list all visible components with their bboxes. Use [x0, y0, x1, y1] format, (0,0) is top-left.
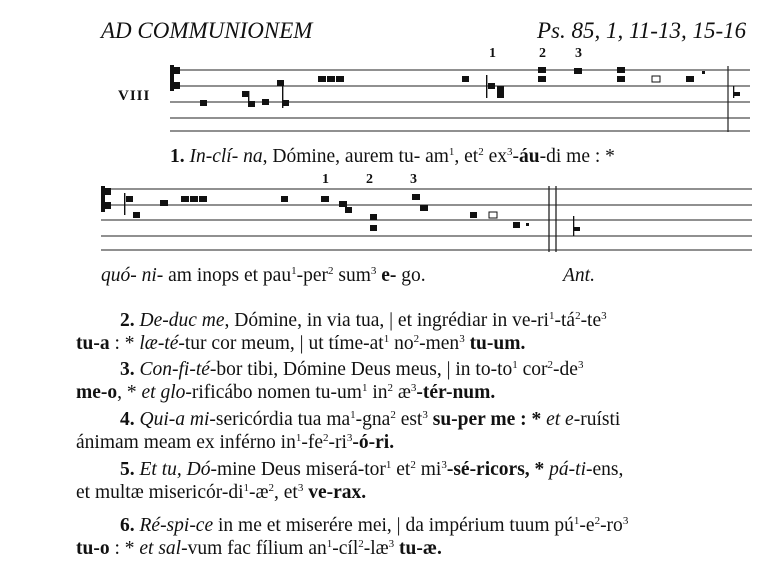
antiphon-marker: Ant. [563, 265, 595, 286]
staff2-mark-1: 1 [322, 172, 329, 187]
verse-2: 2. De-duc me, Dómine, in via tua, | et ingrédiar in $ve-ri^1-tá^2-te^3$ tu-a : * læ-té-tur cor meum, | ut tíme-$at^1$ $no^2-men^3$ tu-um. [76, 310, 607, 354]
psalm-reference: Ps. 85, 1, 11-13, 15-16 [537, 18, 747, 43]
staff1-c-clef [170, 65, 180, 91]
staff1-mark-2: 2 [539, 46, 546, 61]
verse-3: 3. Con-fi-té-bor tibi, Dómine Deus meus, | in $to-to^1$ $cor^2-de^3$ me-o, * et glo-rificábo nomen $tu-um^1$ $in^2$ $æ^3-tér$-num. [76, 359, 584, 403]
verse-5: 5. Et tu, Dó-mine Deus miserá-tor$^1$ $et^2$ $mi^3-sé$-ricors, * pá-ti-ens, et multæ misericór-$di^1-æ^2$, $et^3$ ve-rax. [76, 459, 624, 503]
mode-label: VIII [118, 88, 151, 104]
verse-1-number: 1. [170, 146, 185, 167]
verse-4: 4. Qui-a mi-sericórdia tua $ma^1-gna^2$ est$^3$ su-per me : * et e-ruísti ánimam meam ex inférno $in^1-fe^2-ri^3-ó-ri$. [76, 409, 621, 453]
verse-1-line: 1. In-clí- na, Dómine, aurem tu- $am^1$, $et^2$ $ex^3-áu-di$ me : * [170, 146, 615, 167]
staff1-mark-1: 1 [489, 46, 496, 61]
staff2-neumes [124, 193, 580, 236]
chant-title: AD COMMUNIONEM [101, 18, 313, 43]
verse-6: 6. Ré-spi-ce in me et miserére mei, | da impérium tuum $pú^1-e^2-ro^3$ tu-o : * et sal-vum fac fílium $an^1-cíl^2-læ^3$ tu-æ. [76, 515, 629, 559]
staff2-mark-3: 3 [410, 172, 417, 187]
staff2-c-clef [101, 186, 111, 212]
staff2-mark-2: 2 [366, 172, 373, 187]
verse-1-continuation: quó- ni- am inops et pau$^1$-per$^2$ sum$^3$ e- go. [101, 265, 426, 286]
staff1-mark-3: 3 [575, 46, 582, 61]
